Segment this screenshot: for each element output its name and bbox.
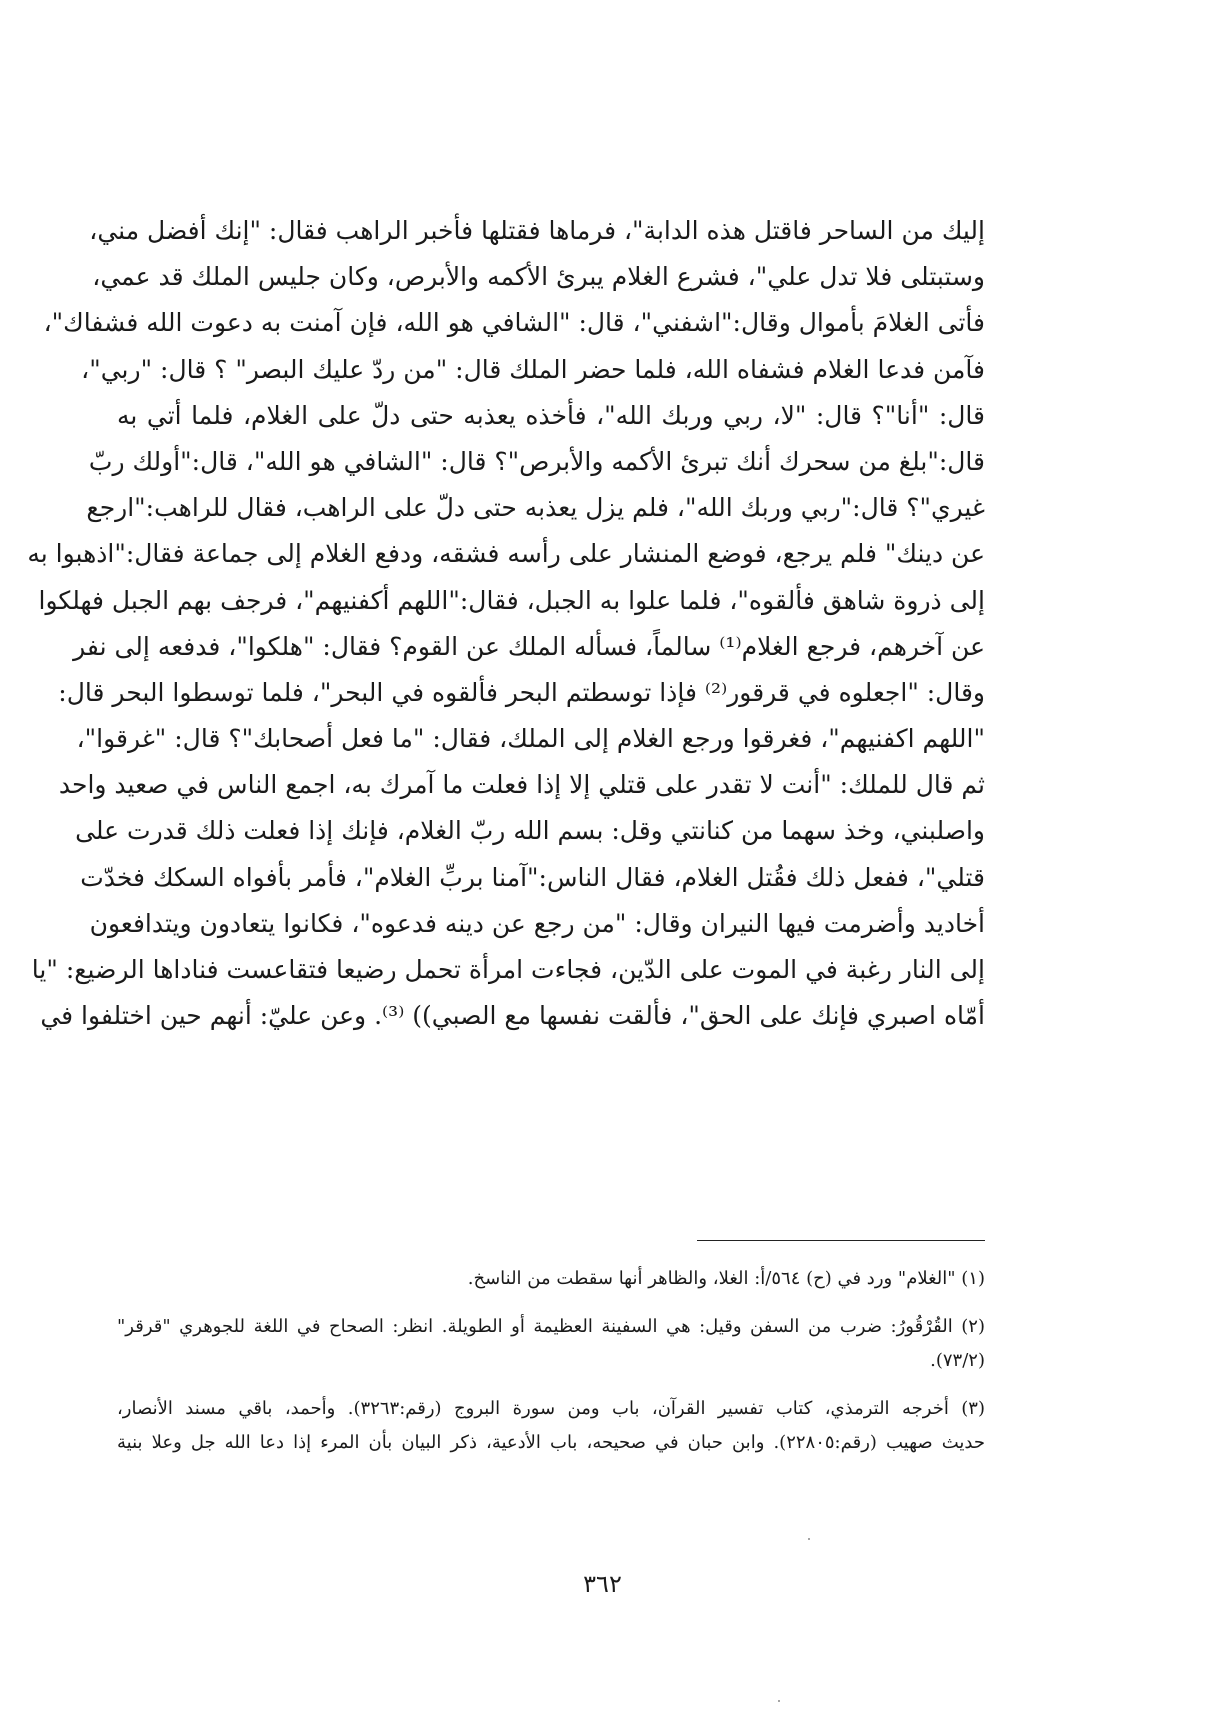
text-line: إلى النار رغبة في الموت على الدّين، فجاءت امرأة تحمل رضيعا فتقاعست فناداها الرضيع: "يا [31, 955, 985, 984]
footnote-line: (٢) القُرْقُورُ: ضرب من السفن وقيل: هي السفينة العظيمة أو الطويلة. انظر: الصحاح في اللغة للجوهري "قرقر" [117, 1316, 985, 1337]
scan-speck [808, 1538, 810, 1540]
text-line: أمّاه اصبري فإنك على الحق"، فألقت نفسها مع الصبي)) ⁽³⁾. وعن عليّ: أنهم حين اختلفوا في [40, 1001, 985, 1031]
footnote-line: (٧٣/٢). [930, 1350, 985, 1371]
footnote-line: (١) "الغلام" ورد في (ح) ٥٦٤/أ: الغلا، والظاهر أنها سقطت من الناسخ. [467, 1268, 985, 1289]
text-line: قتلي"، ففعل ذلك فقُتل الغلام، فقال الناس:"آمنا بربِّ الغلام"، فأمر بأفواه السكك فخدّت [80, 862, 985, 892]
text-line: ثم قال للملك: "أنت لا تقدر على قتلي إلا إذا فعلت ما آمرك به، اجمع الناس في صعيد واحد [58, 770, 985, 800]
footnote-2 [117, 1310, 985, 1378]
text-line: إليك من الساحر فاقتل هذه الدابة"، فرماها فقتلها فأخبر الراهب فقال: "إنك أفضل مني، [89, 216, 985, 245]
page-number: ٣٦٢ [583, 1570, 622, 1598]
text-line: عن دينك" فلم يرجع، فوضع المنشار على رأسه فشقه، ودفع الغلام إلى جماعة فقال:"اذهبوا به [27, 539, 985, 569]
scan-speck [778, 1700, 780, 1702]
footnote-line: حديث صهيب (رقم:٢٢٨٠٥). وابن حبان في صحيحه، باب الأدعية، ذكر البيان بأن المرء إذا دعا الله جل وعلا بنية [117, 1432, 985, 1453]
footnote-1 [117, 1262, 985, 1296]
text-line: إلى ذروة شاهق فألقوه"، فلما علوا به الجبل، فقال:"اللهم أكفنيهم"، فرجف بهم الجبل فهلكوا [38, 585, 985, 615]
text-line: فأتى الغلامَ بأموال وقال:"اشفني"، قال: "الشافي هو الله، فإن آمنت به دعوت الله فشفاك"، [43, 308, 985, 338]
footnote-divider [697, 1240, 985, 1241]
footnote-3 [117, 1392, 985, 1460]
text-line: قال:"بلغ من سحرك أنك تبرئ الأكمه والأبرص"؟ قال: "الشافي هو الله"، قال:"أولك ربّ [88, 446, 985, 476]
text-line: واصلبني، وخذ سهما من كنانتي وقل: بسم الله ربّ الغلام، فإنك إذا فعلت ذلك قدرت على [75, 816, 985, 846]
text-line: عن آخرهم، فرجع الغلام⁽¹⁾ سالماً، فسأله الملك عن القوم؟ فقال: "هلكوا"، فدفعه إلى نفر [73, 631, 985, 661]
text-line: أخاديد وأضرمت فيها النيران وقال: "من رجع عن دينه فدعوه"، فكانوا يتعادون ويتدافعون [89, 908, 985, 938]
footnotes-section [117, 1262, 985, 1474]
text-line: فآمن فدعا الغلام فشفاه الله، فلما حضر الملك قال: "من ردّ عليك البصر" ؟ قال: "ربي"، [81, 354, 985, 384]
text-line: وقال: "اجعلوه في قرقور⁽²⁾ فإذا توسطتم البحر فألقوه في البحر"، فلما توسطوا البحر قال: [58, 677, 985, 707]
text-line: غيري"؟ قال:"ربي وربك الله"، فلم يزل يعذبه حتى دلّ على الراهب، فقال للراهب:"ارجع [86, 493, 985, 523]
text-line: قال: "أنا"؟ قال: "لا، ربي وربك الله"، فأخذه يعذبه حتى دلّ على الغلام، فلما أتي به [117, 400, 985, 430]
footnote-line: (٣) أخرجه الترمذي، كتاب تفسير القرآن، باب ومن سورة البروج (رقم:٣٢٦٣). وأحمد، باقي مسند الأنصار، [117, 1398, 985, 1419]
text-line: "اللهم اكفنيهم"، فغرقوا ورجع الغلام إلى الملك، فقال: "ما فعل أصحابك"؟ قال: "غرقوا"، [76, 724, 985, 754]
main-text-body [27, 208, 985, 1039]
text-line: وستبتلى فلا تدل علي"، فشرع الغلام يبرئ الأكمه والأبرص، وكان جليس الملك قد عمي، [92, 262, 985, 292]
